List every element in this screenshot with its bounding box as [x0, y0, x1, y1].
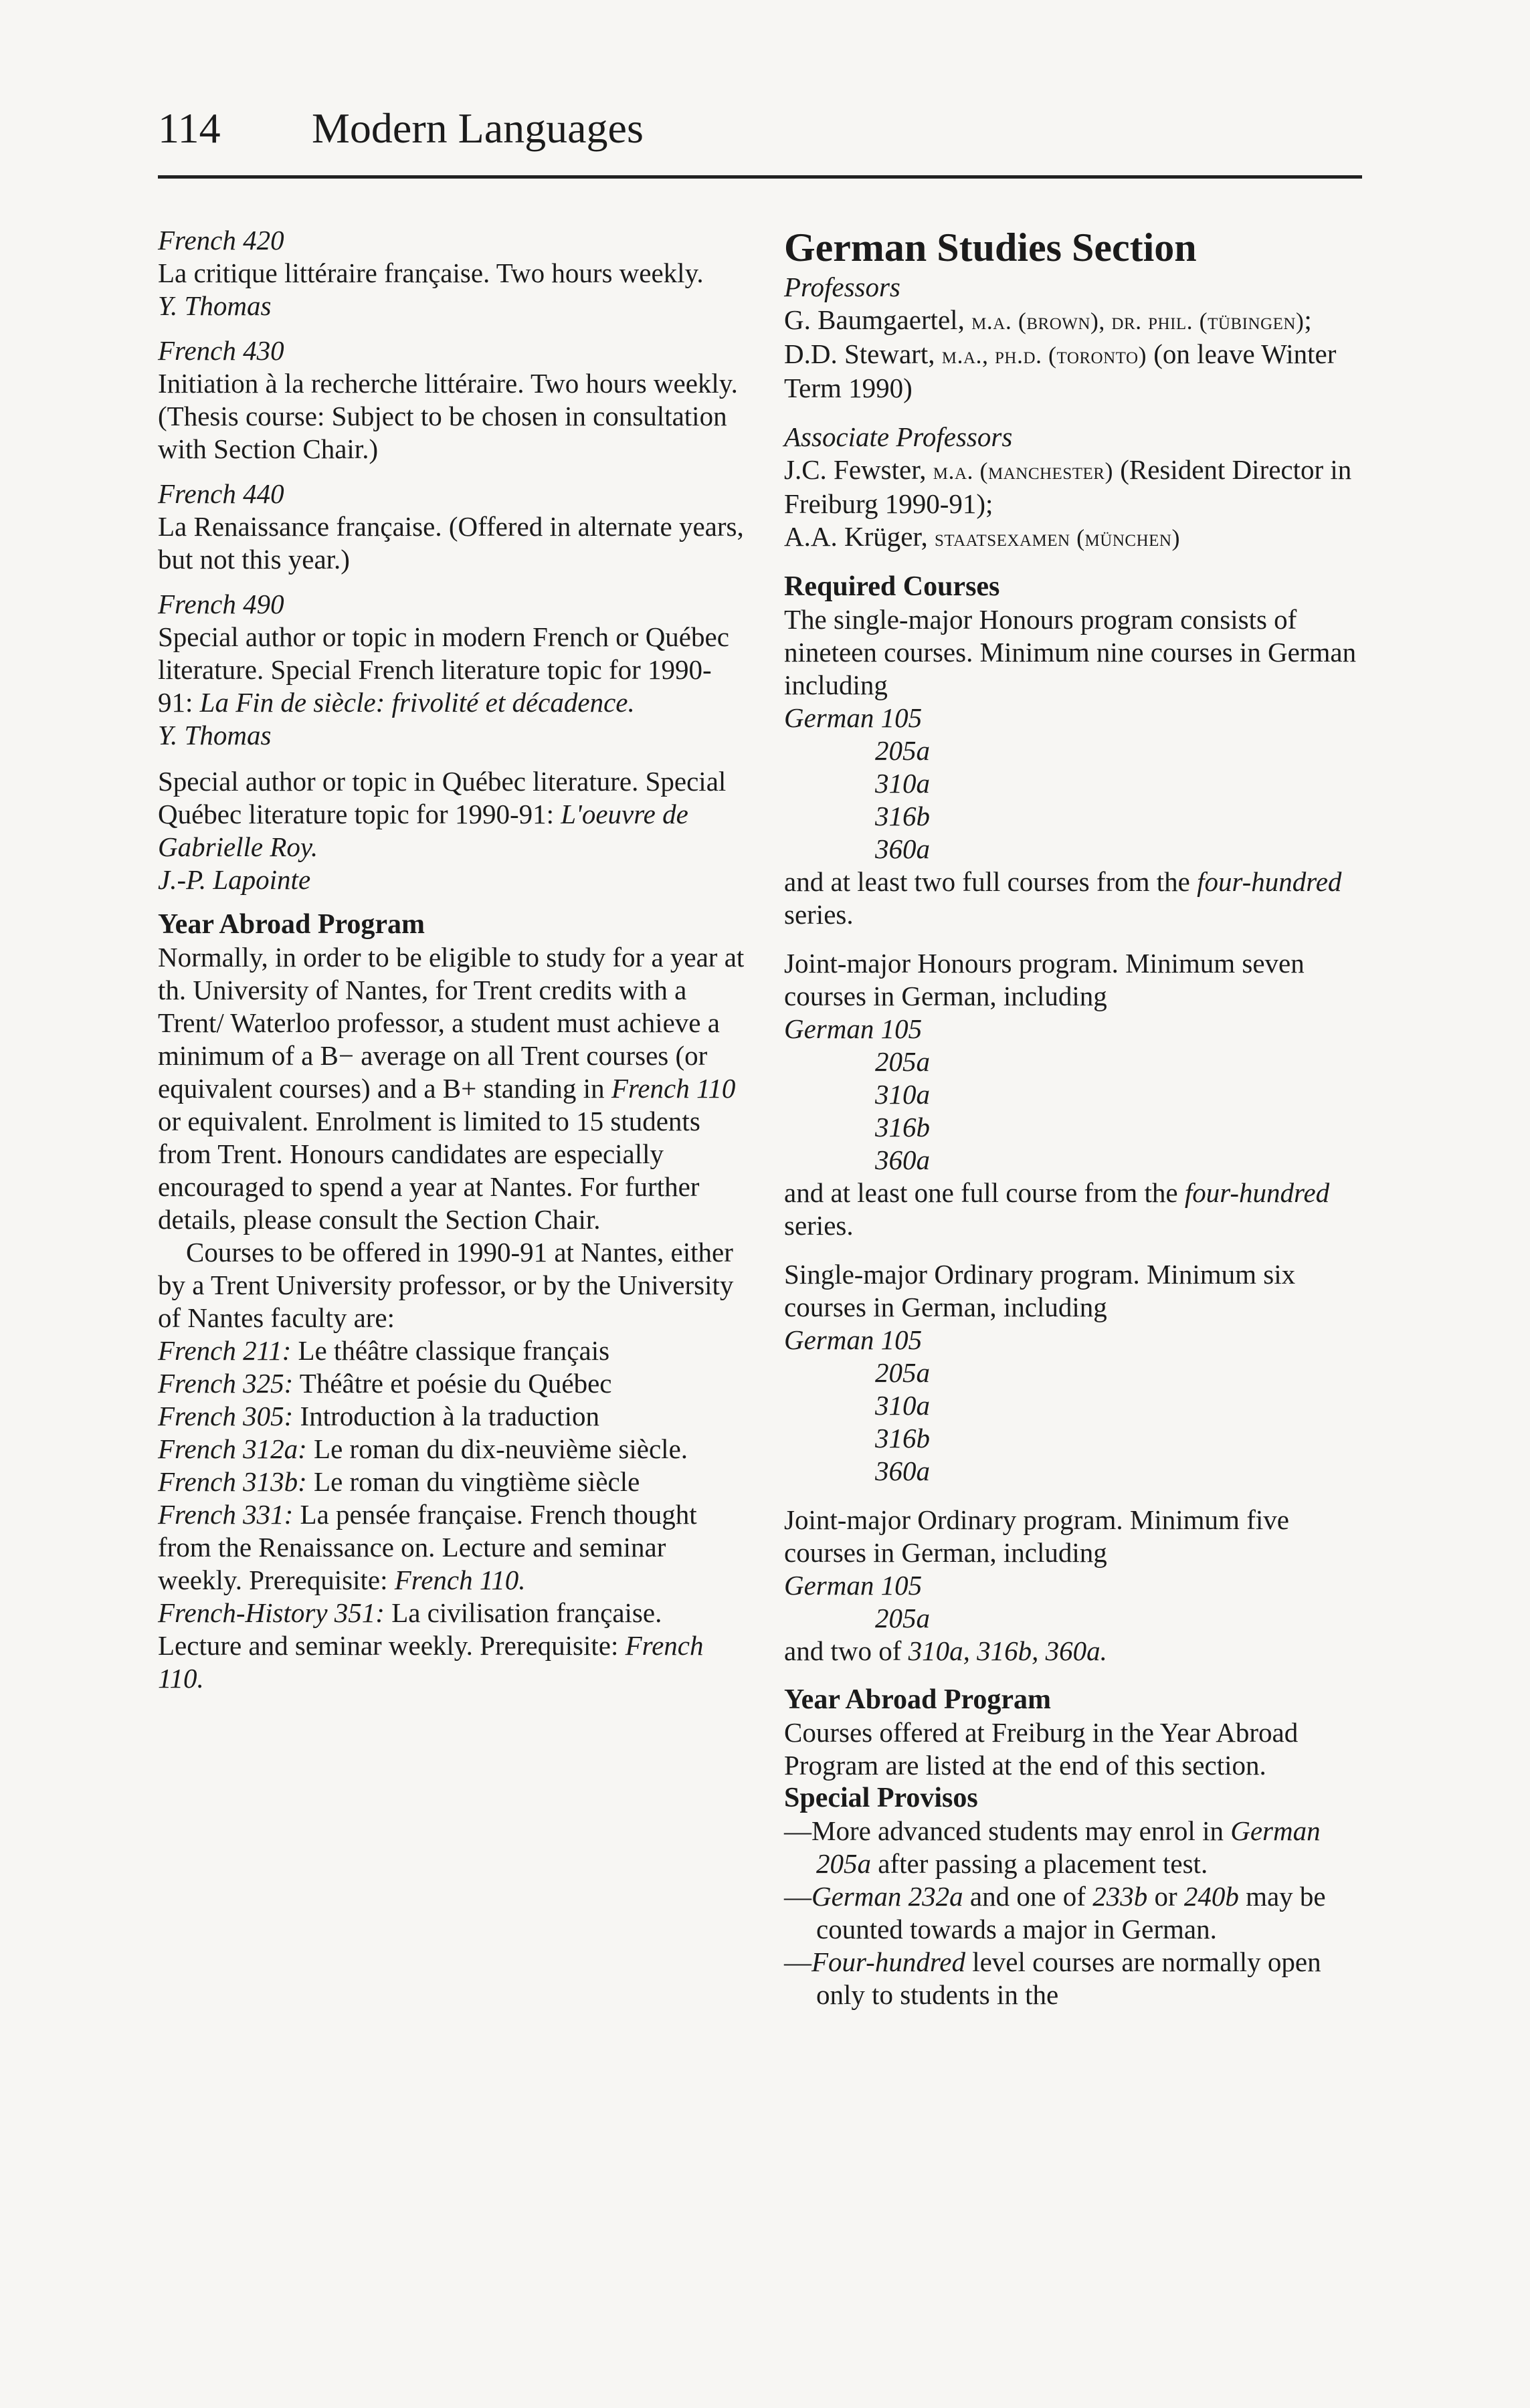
course-description-quebec — [158, 765, 747, 864]
proviso-item — [784, 1815, 1359, 1880]
list-item — [158, 1367, 747, 1400]
program-description: The single-major Honours program consists of nineteen courses. Minimum nine courses in German including — [784, 604, 1357, 700]
list-item — [158, 1498, 747, 1597]
right-column — [784, 224, 1359, 2011]
course-code: French 490 — [158, 589, 284, 619]
nantes-course-list — [158, 1334, 747, 1695]
course-list-head: German 105 — [784, 702, 923, 733]
list-item — [158, 1466, 747, 1498]
course-code: French 430 — [158, 335, 284, 366]
degree-text: m.a. (manchester) — [933, 458, 1113, 484]
proviso-level: Four-hundred — [811, 1946, 965, 1977]
course-list-item: 360a — [875, 1456, 930, 1486]
course-list-head: German 105 — [784, 1324, 923, 1355]
course-title: Le roman du dix-neuvième siècle. — [306, 1433, 688, 1464]
name-text: A.A. Krüger, — [784, 521, 935, 552]
proviso-course: 240b — [1183, 1881, 1239, 1912]
joint-major-honours — [784, 947, 1359, 1242]
course-list-item: 205a — [875, 1046, 930, 1077]
para-course: French 110 — [611, 1073, 736, 1104]
course-title: Le théâtre classique français — [291, 1335, 610, 1366]
german-year-abroad-text: Courses offered at Freiburg in the Year Abroad Program are listed at the end of this section. — [784, 1717, 1299, 1781]
course-title: Le roman du vingtième siècle — [306, 1466, 640, 1497]
course-code: French 420 — [158, 225, 284, 256]
course-instructor: J.-P. Lapointe — [158, 864, 311, 895]
desc-topic: La Fin de siècle: frivolité et décadence. — [199, 687, 635, 718]
course-description — [158, 621, 747, 719]
tail-text: and two of — [784, 1635, 909, 1666]
special-provisos-heading: Special Provisos — [784, 1783, 978, 1813]
list-item — [158, 1400, 747, 1433]
joint-major-ordinary — [784, 1504, 1359, 1668]
proviso-course: German 205a — [816, 1815, 1321, 1879]
course-entry-french-490 — [158, 588, 747, 896]
required-courses-heading: Required Courses — [784, 571, 1000, 602]
list-item — [158, 1597, 747, 1695]
desc-topic: L'oeuvre de Gabrielle Roy. — [158, 799, 688, 862]
degree-text: staatsexamen (münchen) — [934, 524, 1180, 551]
course-prereq: French 110. — [394, 1565, 526, 1595]
course-description: Initiation à la recherche littéraire. Two hours weekly. (Thesis course: Subject to be chosen in consultation with Section Chair.) — [158, 368, 738, 464]
program-tail — [784, 1635, 1359, 1668]
proviso-text: level courses are normally open only to students in the — [816, 1946, 1321, 2010]
para-text: or equivalent. Enrolment is limited to 15 students from Trent. Honours candidates are especially encouraged to spend a year at Nantes. For further details, please consult the Section Chair. — [158, 1106, 700, 1235]
associate-professors-block — [784, 421, 1359, 555]
proviso-course: German 232a — [811, 1881, 963, 1912]
course-list-item: 310a — [875, 768, 930, 799]
program-description: Single-major Ordinary program. Minimum six courses in German, including — [784, 1259, 1296, 1322]
tail-series: four-hundred — [1184, 1177, 1330, 1208]
course-title: La civilisation française. Lecture and seminar weekly. Prerequisite: — [158, 1597, 662, 1661]
note-text: (on leave Winter Term 1990) — [784, 338, 1337, 403]
list-item — [158, 1334, 747, 1367]
course-prereq: French 110. — [158, 1630, 704, 1694]
desc-text: Special author or topic in Québec literature. Special Québec literature topic for 1990-91: — [158, 766, 727, 829]
associate-professors-list-2 — [784, 520, 1359, 555]
year-abroad-paragraph — [158, 941, 747, 1236]
tail-text: series. — [784, 1210, 854, 1241]
course-code: French-History 351: — [158, 1597, 385, 1628]
proviso-text: after passing a placement test. — [871, 1848, 1208, 1879]
program-description: Joint-major Honours program. Minimum seven courses in German, including — [784, 948, 1305, 1011]
proviso-item — [784, 1880, 1359, 1946]
course-code: French 331: — [158, 1499, 294, 1530]
associate-professors-list — [784, 454, 1359, 520]
course-list-head: German 105 — [784, 1013, 923, 1044]
year-abroad-courses-intro: Courses to be offered in 1990-91 at Nantes, either by a Trent University professor, or by the University of Nantes faculty are: — [158, 1237, 734, 1333]
header-rule — [158, 175, 1362, 179]
course-entry-french-420 — [158, 224, 747, 322]
program-tail — [784, 866, 1359, 931]
proviso-text: —More advanced students may enrol in — [784, 1815, 1231, 1846]
proviso-text: or — [1147, 1881, 1184, 1912]
course-code: French 305: — [158, 1401, 294, 1431]
tail-text: and at least one full course from the — [784, 1177, 1185, 1208]
page-title: Modern Languages — [312, 104, 644, 152]
course-entry-french-440 — [158, 478, 747, 576]
course-entry-french-430 — [158, 334, 747, 466]
tail-text: and at least two full courses from the — [784, 866, 1198, 897]
degree-text: m.a., ph.d. (toronto) — [941, 342, 1147, 369]
program-tail — [784, 1177, 1359, 1242]
name-text: J.C. Fewster, — [784, 454, 933, 485]
tail-text: series. — [784, 899, 854, 930]
left-column — [158, 224, 747, 1695]
course-list-item: 205a — [875, 1603, 930, 1633]
note-text: (Resident Director in Freiburg 1990-91); — [784, 454, 1352, 519]
program-description: Joint-major Ordinary program. Minimum five courses in German, including — [784, 1504, 1289, 1568]
list-item — [158, 1433, 747, 1466]
proviso-item — [784, 1946, 1359, 2011]
course-instructor: Y. Thomas — [158, 290, 272, 321]
section-title: German Studies Section — [784, 225, 1197, 270]
tail-courses: 310a, 316b, 360a. — [908, 1635, 1107, 1666]
course-instructor: Y. Thomas — [158, 720, 272, 750]
tail-series: four-hundred — [1197, 866, 1342, 897]
name-text: G. Baumgaertel, — [784, 304, 972, 335]
desc-text: Special author or topic in modern French or Québec literature. Special French literature topic for 1990-91: — [158, 621, 729, 718]
proviso-text: may be counted towards a major in German. — [816, 1881, 1326, 1944]
course-title: Théâtre et poésie du Québec — [293, 1368, 612, 1399]
para-text: Normally, in order to be eligible to study for a year at th. University of Nantes, for Trent credits with a Trent/ Waterloo professor, a student must achieve a minimum of a B− average on all Trent courses (or equivalent courses) and a B+ standing in — [158, 942, 745, 1104]
course-code: French 325: — [158, 1368, 294, 1399]
proviso-text: and one of — [963, 1881, 1093, 1912]
course-list-item: 205a — [875, 735, 930, 766]
course-description: La Renaissance française. (Offered in alternate years, but not this year.) — [158, 511, 744, 575]
course-code: French 211: — [158, 1335, 292, 1366]
professors-block — [784, 271, 1359, 405]
course-list-item: 310a — [875, 1390, 930, 1421]
associate-professors-label: Associate Professors — [784, 421, 1013, 452]
page-number: 114 — [158, 104, 221, 152]
degree-text: m.a. (brown), dr. phil. (tübingen) — [971, 308, 1305, 334]
professors-list — [784, 304, 1359, 405]
course-list-item: 316b — [875, 1423, 930, 1453]
german-year-abroad-heading: Year Abroad Program — [784, 1684, 1051, 1715]
course-title: Introduction à la traduction — [293, 1401, 599, 1431]
course-list-item: 316b — [875, 1112, 930, 1142]
course-code: French 440 — [158, 478, 284, 509]
course-list-item: 205a — [875, 1357, 930, 1388]
course-description: La critique littéraire française. Two hours weekly. — [158, 258, 704, 288]
page-header — [158, 104, 1362, 152]
name-text: ; D.D. Stewart, — [784, 304, 1312, 369]
proviso-dash: — — [784, 1946, 811, 1977]
single-major-ordinary — [784, 1258, 1359, 1488]
course-code: French 313b: — [158, 1466, 307, 1497]
single-major-honours — [784, 603, 1359, 931]
proviso-course: 233b — [1092, 1881, 1148, 1912]
course-list-item: 360a — [875, 1144, 930, 1175]
course-title: La pensée française. French thought from the Renaissance on. Lecture and seminar weekly. Prerequisite: — [158, 1499, 697, 1595]
course-list-item: 360a — [875, 833, 930, 864]
year-abroad-heading: Year Abroad Program — [158, 909, 425, 940]
course-list-item: 310a — [875, 1079, 930, 1110]
course-list-head: German 105 — [784, 1570, 923, 1601]
course-code: French 312a: — [158, 1433, 307, 1464]
professors-label: Professors — [784, 272, 900, 302]
proviso-dash: — — [784, 1881, 811, 1912]
course-list-item: 316b — [875, 801, 930, 831]
